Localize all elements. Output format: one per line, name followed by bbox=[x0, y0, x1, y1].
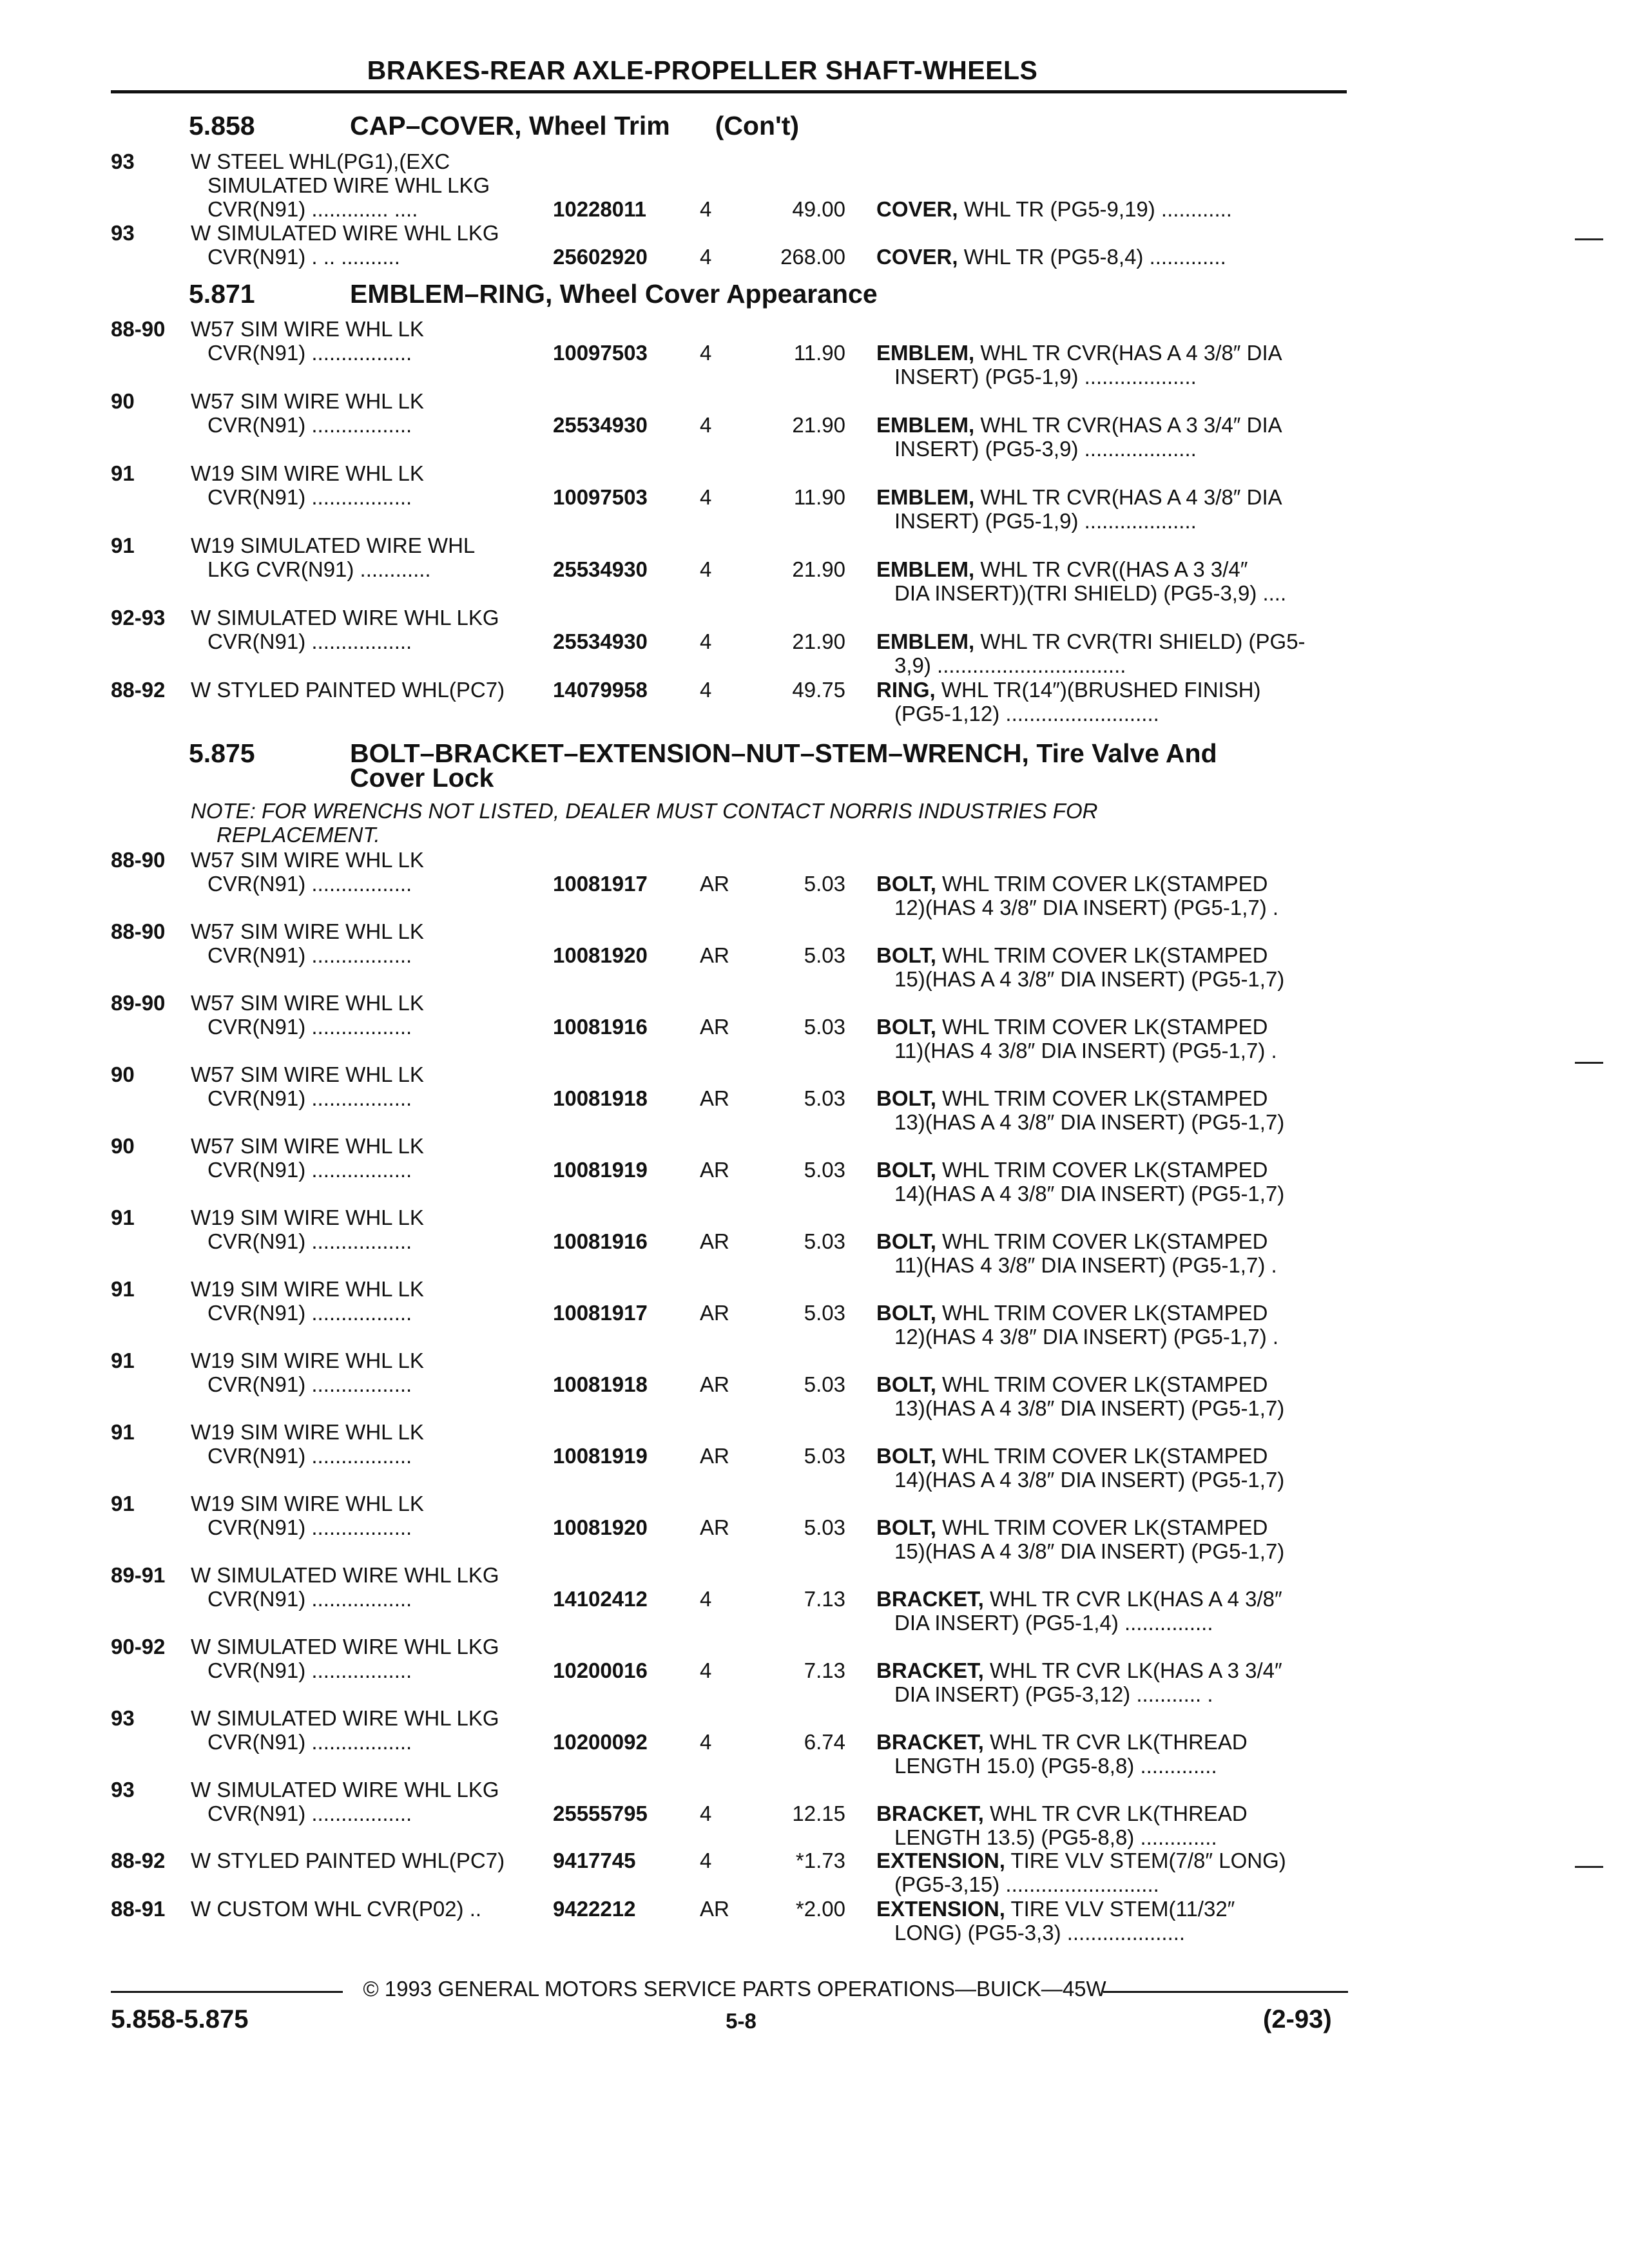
part-keyword: BRACKET, bbox=[876, 1587, 984, 1611]
part-number: 10097503 bbox=[553, 341, 648, 365]
part-name-text: WHL TRIM COVER LK(STAMPED bbox=[936, 1372, 1268, 1396]
part-name-text: WHL TRIM COVER LK(STAMPED bbox=[936, 1301, 1268, 1325]
part-name-text: WHL TR(14″)(BRUSHED FINISH) bbox=[935, 678, 1261, 702]
part-name-cont: 12)(HAS 4 3/8″ DIA INSERT) (PG5-1,7) . bbox=[894, 896, 1279, 919]
parts-row bbox=[0, 1706, 1629, 1777]
parts-row bbox=[0, 317, 1629, 388]
part-keyword: BRACKET, bbox=[876, 1730, 984, 1754]
part-name bbox=[876, 1730, 1248, 1754]
parts-row bbox=[0, 1134, 1629, 1205]
quantity: 4 bbox=[700, 1730, 712, 1754]
quantity: 4 bbox=[700, 485, 712, 509]
part-number: 10228011 bbox=[553, 197, 647, 221]
usage-desc: W19 SIM WIRE WHL LK bbox=[191, 1492, 424, 1515]
part-name bbox=[876, 1849, 1286, 1872]
price: 49.00 bbox=[792, 197, 845, 221]
usage-desc: W SIMULATED WIRE WHL LKG bbox=[191, 221, 499, 245]
part-name-text: WHL TRIM COVER LK(STAMPED bbox=[936, 1086, 1268, 1110]
model-year: 91 bbox=[111, 461, 135, 485]
usage-desc-cont: CVR(N91) ................. bbox=[207, 1301, 412, 1325]
quantity: 4 bbox=[700, 1658, 712, 1682]
usage-desc: W57 SIM WIRE WHL LK bbox=[191, 1134, 424, 1158]
part-number: 10081920 bbox=[553, 1515, 648, 1539]
quantity: 4 bbox=[700, 413, 712, 437]
usage-desc: W19 SIM WIRE WHL LK bbox=[191, 1277, 424, 1301]
part-name-text: WHL TR CVR LK(THREAD bbox=[983, 1730, 1248, 1754]
section-heading bbox=[189, 279, 878, 309]
part-number: 10200016 bbox=[553, 1658, 648, 1682]
part-name bbox=[876, 678, 1261, 702]
price: 6.74 bbox=[804, 1730, 845, 1754]
usage-desc-cont: CVR(N91) ................. bbox=[207, 872, 412, 896]
continued-label: (Con't) bbox=[715, 111, 800, 140]
quantity: 4 bbox=[700, 678, 712, 702]
part-name bbox=[876, 413, 1282, 437]
model-year: 88-90 bbox=[111, 848, 166, 872]
part-keyword: EMBLEM, bbox=[876, 557, 975, 581]
price: 49.75 bbox=[792, 678, 845, 702]
quantity: AR bbox=[700, 1515, 729, 1539]
part-name-text: WHL TR CVR(HAS A 3 3/4″ DIA bbox=[974, 413, 1282, 437]
note-line: NOTE: FOR WRENCHS NOT LISTED, DEALER MUST CONTACT NORRIS INDUSTRIES FOR bbox=[191, 799, 1098, 823]
part-name-cont: DIA INSERT) (PG5-3,12) ........... . bbox=[894, 1682, 1213, 1706]
model-year: 93 bbox=[111, 221, 135, 245]
part-name-text: WHL TR (PG5-9,19) ............ bbox=[958, 197, 1232, 221]
part-name-cont: 12)(HAS 4 3/8″ DIA INSERT) (PG5-1,7) . bbox=[894, 1325, 1279, 1349]
part-keyword: COVER, bbox=[876, 245, 958, 269]
part-name bbox=[876, 341, 1282, 365]
model-year: 91 bbox=[111, 1206, 135, 1229]
quantity: 4 bbox=[700, 245, 712, 269]
parts-row bbox=[0, 606, 1629, 677]
usage-desc: W19 SIM WIRE WHL LK bbox=[191, 1206, 424, 1229]
usage-desc-cont: CVR(N91) ................. bbox=[207, 485, 412, 509]
price: 5.03 bbox=[804, 943, 845, 967]
part-number: 10081920 bbox=[553, 943, 648, 967]
part-keyword: BOLT, bbox=[876, 1372, 936, 1396]
part-name-text: WHL TRIM COVER LK(STAMPED bbox=[936, 943, 1268, 967]
part-name-cont: INSERT) (PG5-3,9) ................... bbox=[894, 437, 1197, 461]
quantity: 4 bbox=[700, 197, 712, 221]
usage-desc: W19 SIM WIRE WHL LK bbox=[191, 461, 424, 485]
parts-row bbox=[0, 1635, 1629, 1706]
usage-desc: W CUSTOM WHL CVR(P02) .. bbox=[191, 1897, 482, 1921]
part-name-text: WHL TRIM COVER LK(STAMPED bbox=[936, 1229, 1268, 1253]
quantity: 4 bbox=[700, 629, 712, 653]
part-number: 25534930 bbox=[553, 557, 648, 581]
price: 5.03 bbox=[804, 1015, 845, 1039]
part-name bbox=[876, 1802, 1248, 1825]
part-name-text: WHL TR CVR LK(THREAD bbox=[983, 1802, 1248, 1825]
part-name-text: TIRE VLV STEM(11/32″ bbox=[1005, 1897, 1235, 1921]
part-number: 25602920 bbox=[553, 245, 648, 269]
model-year: 89-90 bbox=[111, 991, 166, 1015]
usage-desc-cont: CVR(N91) . .. .......... bbox=[207, 245, 400, 269]
part-name-text: WHL TRIM COVER LK(STAMPED bbox=[936, 1444, 1268, 1468]
part-number: 14102412 bbox=[553, 1587, 648, 1611]
part-name bbox=[876, 197, 1232, 221]
section-heading bbox=[189, 738, 1217, 769]
quantity: AR bbox=[700, 1897, 729, 1921]
model-year: 91 bbox=[111, 1349, 135, 1372]
usage-desc: W19 SIMULATED WIRE WHL bbox=[191, 533, 476, 557]
usage-desc: W19 SIM WIRE WHL LK bbox=[191, 1349, 424, 1372]
part-name bbox=[876, 245, 1226, 269]
usage-desc-cont: CVR(N91) ................. bbox=[207, 413, 412, 437]
part-name bbox=[876, 1658, 1282, 1682]
part-name-cont: 11)(HAS 4 3/8″ DIA INSERT) (PG5-1,7) . bbox=[894, 1039, 1277, 1062]
usage-desc-cont: CVR(N91) ................. bbox=[207, 1515, 412, 1539]
usage-desc-cont: CVR(N91) ................. bbox=[207, 1802, 412, 1825]
part-number: 10200092 bbox=[553, 1730, 648, 1754]
usage-desc: W57 SIM WIRE WHL LK bbox=[191, 389, 424, 413]
part-name-text: WHL TR CVR((HAS A 3 3/4″ bbox=[974, 557, 1248, 581]
part-name-cont: 11)(HAS 4 3/8″ DIA INSERT) (PG5-1,7) . bbox=[894, 1253, 1277, 1277]
parts-row bbox=[0, 1778, 1629, 1849]
part-name-text: WHL TRIM COVER LK(STAMPED bbox=[936, 1515, 1268, 1539]
section-title-cont: Cover Lock bbox=[350, 763, 494, 793]
part-keyword: BOLT, bbox=[876, 1086, 936, 1110]
dealer-note bbox=[191, 799, 1097, 847]
part-name-cont: 14)(HAS A 4 3/8″ DIA INSERT) (PG5-1,7) bbox=[894, 1468, 1285, 1492]
parts-row bbox=[0, 1563, 1629, 1634]
part-name bbox=[876, 1515, 1268, 1539]
part-name-text: WHL TRIM COVER LK(STAMPED bbox=[936, 1158, 1268, 1182]
part-name bbox=[876, 943, 1268, 967]
footer-rule-left bbox=[111, 1991, 343, 1993]
part-name bbox=[876, 1086, 1268, 1110]
section-number: 5.871 bbox=[189, 279, 255, 309]
usage-desc: W19 SIM WIRE WHL LK bbox=[191, 1420, 424, 1444]
price: 11.90 bbox=[793, 341, 845, 365]
page-header: BRAKES-REAR AXLE-PROPELLER SHAFT-WHEELS bbox=[367, 55, 1038, 85]
margin-mark bbox=[1575, 1866, 1603, 1868]
part-number: 25534930 bbox=[553, 629, 648, 653]
part-number: 10081919 bbox=[553, 1158, 648, 1182]
part-number: 10081918 bbox=[553, 1372, 648, 1396]
part-name-cont: 14)(HAS A 4 3/8″ DIA INSERT) (PG5-1,7) bbox=[894, 1182, 1285, 1206]
section-title: CAP–COVER, Wheel Trim bbox=[350, 111, 670, 140]
model-year: 90-92 bbox=[111, 1635, 166, 1658]
part-keyword: BOLT, bbox=[876, 1158, 936, 1182]
part-keyword: COVER, bbox=[876, 197, 958, 221]
part-keyword: EMBLEM, bbox=[876, 341, 975, 365]
price: 21.90 bbox=[792, 629, 845, 653]
part-name bbox=[876, 1015, 1268, 1039]
usage-desc: W SIMULATED WIRE WHL LKG bbox=[191, 1635, 499, 1658]
usage-desc: W57 SIM WIRE WHL LK bbox=[191, 317, 424, 341]
section-range: 5.858-5.875 bbox=[111, 2005, 249, 2033]
model-year: 88-90 bbox=[111, 317, 166, 341]
usage-desc-cont: CVR(N91) ................. bbox=[207, 1086, 412, 1110]
price: 5.03 bbox=[804, 1444, 845, 1468]
price: *2.00 bbox=[795, 1897, 845, 1921]
part-number: 10081918 bbox=[553, 1086, 648, 1110]
section-heading bbox=[189, 111, 799, 141]
usage-desc-cont: CVR(N91) ................. bbox=[207, 629, 412, 653]
part-name bbox=[876, 1229, 1268, 1253]
part-name-cont: DIA INSERT) (PG5-1,4) ............... bbox=[894, 1611, 1213, 1635]
part-name-text: WHL TRIM COVER LK(STAMPED bbox=[936, 1015, 1268, 1039]
part-name-cont: INSERT) (PG5-1,9) ................... bbox=[894, 365, 1197, 389]
usage-desc-cont: CVR(N91) ................. bbox=[207, 1658, 412, 1682]
usage-desc-cont: CVR(N91) ................. bbox=[207, 943, 412, 967]
part-keyword: BOLT, bbox=[876, 1444, 936, 1468]
part-keyword: BRACKET, bbox=[876, 1802, 984, 1825]
copyright-line: © 1993 GENERAL MOTORS SERVICE PARTS OPERATIONS—BUICK—45W bbox=[363, 1977, 1106, 2001]
part-name-text: WHL TRIM COVER LK(STAMPED bbox=[936, 872, 1268, 896]
part-number: 25555795 bbox=[553, 1802, 648, 1825]
part-number: 25534930 bbox=[553, 413, 648, 437]
price: *1.73 bbox=[795, 1849, 845, 1872]
part-keyword: BOLT, bbox=[876, 1515, 936, 1539]
quantity: AR bbox=[700, 1301, 729, 1325]
model-year: 90 bbox=[111, 389, 135, 413]
part-number: 10081917 bbox=[553, 1301, 648, 1325]
model-year: 91 bbox=[111, 1420, 135, 1444]
part-name-cont: 13)(HAS A 4 3/8″ DIA INSERT) (PG5-1,7) bbox=[894, 1396, 1285, 1420]
parts-row bbox=[0, 991, 1629, 1062]
usage-desc: W STYLED PAINTED WHL(PC7) bbox=[191, 678, 505, 702]
part-keyword: BRACKET, bbox=[876, 1658, 984, 1682]
usage-desc-cont: CVR(N91) ................. bbox=[207, 1730, 412, 1754]
model-year: 93 bbox=[111, 1778, 135, 1802]
price: 21.90 bbox=[792, 557, 845, 581]
part-name-cont: 13)(HAS A 4 3/8″ DIA INSERT) (PG5-1,7) bbox=[894, 1110, 1285, 1134]
model-year: 91 bbox=[111, 1277, 135, 1301]
usage-desc: W57 SIM WIRE WHL LK bbox=[191, 919, 424, 943]
quantity: 4 bbox=[700, 1802, 712, 1825]
parts-row bbox=[0, 461, 1629, 532]
part-name bbox=[876, 557, 1248, 581]
quantity: 4 bbox=[700, 341, 712, 365]
part-name-text: WHL TR (PG5-8,4) ............. bbox=[958, 245, 1226, 269]
price: 5.03 bbox=[804, 872, 845, 896]
part-keyword: BOLT, bbox=[876, 1229, 936, 1253]
part-name-cont: (PG5-1,12) .......................... bbox=[894, 702, 1159, 726]
price: 5.03 bbox=[804, 1372, 845, 1396]
part-name-text: WHL TR CVR(HAS A 4 3/8″ DIA bbox=[974, 485, 1282, 509]
price: 5.03 bbox=[804, 1229, 845, 1253]
part-name bbox=[876, 1372, 1268, 1396]
part-name-text: WHL TR CVR(TRI SHIELD) (PG5- bbox=[974, 629, 1306, 653]
part-number: 10081919 bbox=[553, 1444, 648, 1468]
part-name-text: WHL TR CVR(HAS A 4 3/8″ DIA bbox=[974, 341, 1282, 365]
part-keyword: EMBLEM, bbox=[876, 413, 975, 437]
price: 5.03 bbox=[804, 1158, 845, 1182]
part-name-cont: 3,9) ................................ bbox=[894, 653, 1126, 677]
part-name-cont: (PG5-3,15) .......................... bbox=[894, 1872, 1159, 1896]
part-number: 10081916 bbox=[553, 1229, 648, 1253]
usage-desc-cont: CVR(N91) ................. bbox=[207, 341, 412, 365]
price: 7.13 bbox=[804, 1587, 845, 1611]
price: 12.15 bbox=[792, 1802, 845, 1825]
parts-row bbox=[0, 1277, 1629, 1348]
part-name-text: WHL TR CVR LK(HAS A 4 3/8″ bbox=[983, 1587, 1282, 1611]
part-keyword: RING, bbox=[876, 678, 936, 702]
price: 5.03 bbox=[804, 1515, 845, 1539]
model-year: 88-91 bbox=[111, 1897, 166, 1921]
price: 268.00 bbox=[780, 245, 845, 269]
header-rule bbox=[111, 90, 1347, 93]
usage-desc: W STYLED PAINTED WHL(PC7) bbox=[191, 1849, 505, 1872]
part-name-cont: INSERT) (PG5-1,9) ................... bbox=[894, 509, 1197, 533]
usage-desc-cont: CVR(N91) ................. bbox=[207, 1229, 412, 1253]
part-keyword: EXTENSION, bbox=[876, 1897, 1005, 1921]
revision-date: (2-93) bbox=[1263, 2005, 1332, 2033]
price: 7.13 bbox=[804, 1658, 845, 1682]
usage-desc: W57 SIM WIRE WHL LK bbox=[191, 991, 424, 1015]
part-number: 9417745 bbox=[553, 1849, 636, 1872]
usage-desc: W SIMULATED WIRE WHL LKG bbox=[191, 1778, 499, 1802]
usage-desc: W57 SIM WIRE WHL LK bbox=[191, 848, 424, 872]
quantity: AR bbox=[700, 1086, 729, 1110]
part-name-text: TIRE VLV STEM(7/8″ LONG) bbox=[1005, 1849, 1286, 1872]
part-number: 10081917 bbox=[553, 872, 648, 896]
parts-row bbox=[0, 1206, 1629, 1276]
usage-desc-cont: CVR(N91) ................. bbox=[207, 1158, 412, 1182]
quantity: AR bbox=[700, 1372, 729, 1396]
part-name-cont: LENGTH 15.0) (PG5-8,8) ............. bbox=[894, 1754, 1217, 1778]
part-number: 10081916 bbox=[553, 1015, 648, 1039]
price: 5.03 bbox=[804, 1086, 845, 1110]
model-year: 93 bbox=[111, 149, 135, 173]
price: 5.03 bbox=[804, 1301, 845, 1325]
model-year: 93 bbox=[111, 1706, 135, 1730]
parts-row bbox=[0, 1420, 1629, 1491]
parts-row bbox=[0, 1349, 1629, 1419]
model-year: 89-91 bbox=[111, 1563, 166, 1587]
quantity: AR bbox=[700, 943, 729, 967]
parts-row bbox=[0, 848, 1629, 919]
quantity: 4 bbox=[700, 557, 712, 581]
usage-desc-cont: CVR(N91) ................. bbox=[207, 1372, 412, 1396]
page-number: 5-8 bbox=[726, 2009, 757, 2033]
quantity: AR bbox=[700, 1015, 729, 1039]
part-name-cont: LENGTH 13.5) (PG5-8,8) ............. bbox=[894, 1825, 1217, 1849]
usage-desc-cont: LKG CVR(N91) ............ bbox=[207, 557, 431, 581]
quantity: AR bbox=[700, 1158, 729, 1182]
model-year: 92-93 bbox=[111, 606, 166, 629]
part-keyword: BOLT, bbox=[876, 943, 936, 967]
part-name-text: WHL TR CVR LK(HAS A 3 3/4″ bbox=[983, 1658, 1282, 1682]
model-year: 88-90 bbox=[111, 919, 166, 943]
model-year: 91 bbox=[111, 1492, 135, 1515]
model-year: 88-92 bbox=[111, 678, 166, 702]
price: 11.90 bbox=[793, 485, 845, 509]
part-number: 10097503 bbox=[553, 485, 648, 509]
usage-desc: W57 SIM WIRE WHL LK bbox=[191, 1062, 424, 1086]
margin-mark bbox=[1575, 238, 1603, 240]
part-name-cont: 15)(HAS A 4 3/8″ DIA INSERT) (PG5-1,7) bbox=[894, 1539, 1285, 1563]
part-keyword: EXTENSION, bbox=[876, 1849, 1005, 1872]
part-keyword: BOLT, bbox=[876, 1301, 936, 1325]
part-name bbox=[876, 872, 1268, 896]
section-number: 5.858 bbox=[189, 111, 255, 140]
parts-row bbox=[0, 919, 1629, 990]
usage-desc-cont: CVR(N91) ................. bbox=[207, 1015, 412, 1039]
model-year: 90 bbox=[111, 1062, 135, 1086]
part-name bbox=[876, 1158, 1268, 1182]
quantity: 4 bbox=[700, 1587, 712, 1611]
usage-desc: W SIMULATED WIRE WHL LKG bbox=[191, 1706, 499, 1730]
usage-desc: W STEEL WHL(PG1),(EXC bbox=[191, 149, 450, 173]
part-name-cont: DIA INSERT))(TRI SHIELD) (PG5-3,9) .... bbox=[894, 581, 1287, 605]
part-name-cont: LONG) (PG5-3,3) .................... bbox=[894, 1921, 1186, 1945]
parts-row bbox=[0, 389, 1629, 460]
parts-row bbox=[0, 1492, 1629, 1562]
part-name bbox=[876, 1587, 1282, 1611]
parts-row bbox=[0, 1062, 1629, 1133]
part-name bbox=[876, 1897, 1235, 1921]
part-keyword: EMBLEM, bbox=[876, 629, 975, 653]
quantity: AR bbox=[700, 1444, 729, 1468]
usage-desc: W SIMULATED WIRE WHL LKG bbox=[191, 606, 499, 629]
usage-desc-cont: CVR(N91) ............. .... bbox=[207, 197, 418, 221]
model-year: 90 bbox=[111, 1134, 135, 1158]
usage-desc-cont: CVR(N91) ................. bbox=[207, 1444, 412, 1468]
part-name bbox=[876, 1301, 1268, 1325]
usage-desc: W SIMULATED WIRE WHL LKG bbox=[191, 1563, 499, 1587]
price: 21.90 bbox=[792, 413, 845, 437]
usage-desc-cont: CVR(N91) ................. bbox=[207, 1587, 412, 1611]
part-name bbox=[876, 629, 1306, 653]
part-keyword: BOLT, bbox=[876, 872, 936, 896]
parts-row bbox=[0, 533, 1629, 604]
section-number: 5.875 bbox=[189, 738, 255, 768]
part-name bbox=[876, 1444, 1268, 1468]
note-line: REPLACEMENT. bbox=[217, 823, 380, 847]
part-keyword: BOLT, bbox=[876, 1015, 936, 1039]
part-name-cont: 15)(HAS A 4 3/8″ DIA INSERT) (PG5-1,7) bbox=[894, 967, 1285, 991]
usage-desc-cont: SIMULATED WIRE WHL LKG bbox=[207, 173, 490, 197]
footer-rule-right bbox=[1103, 1991, 1348, 1993]
parts-row bbox=[0, 1897, 1629, 1945]
margin-mark bbox=[1575, 1062, 1603, 1064]
part-number: 14079958 bbox=[553, 678, 648, 702]
section-title: BOLT–BRACKET–EXTENSION–NUT–STEM–WRENCH, Tire Valve And bbox=[350, 738, 1217, 768]
part-number: 9422212 bbox=[553, 1897, 636, 1921]
section-title: EMBLEM–RING, Wheel Cover Appearance bbox=[350, 279, 878, 309]
quantity: AR bbox=[700, 872, 729, 896]
part-name bbox=[876, 485, 1282, 509]
quantity: 4 bbox=[700, 1849, 712, 1872]
quantity: AR bbox=[700, 1229, 729, 1253]
part-keyword: EMBLEM, bbox=[876, 485, 975, 509]
model-year: 91 bbox=[111, 533, 135, 557]
parts-row bbox=[0, 1849, 1629, 1896]
model-year: 88-92 bbox=[111, 1849, 166, 1872]
